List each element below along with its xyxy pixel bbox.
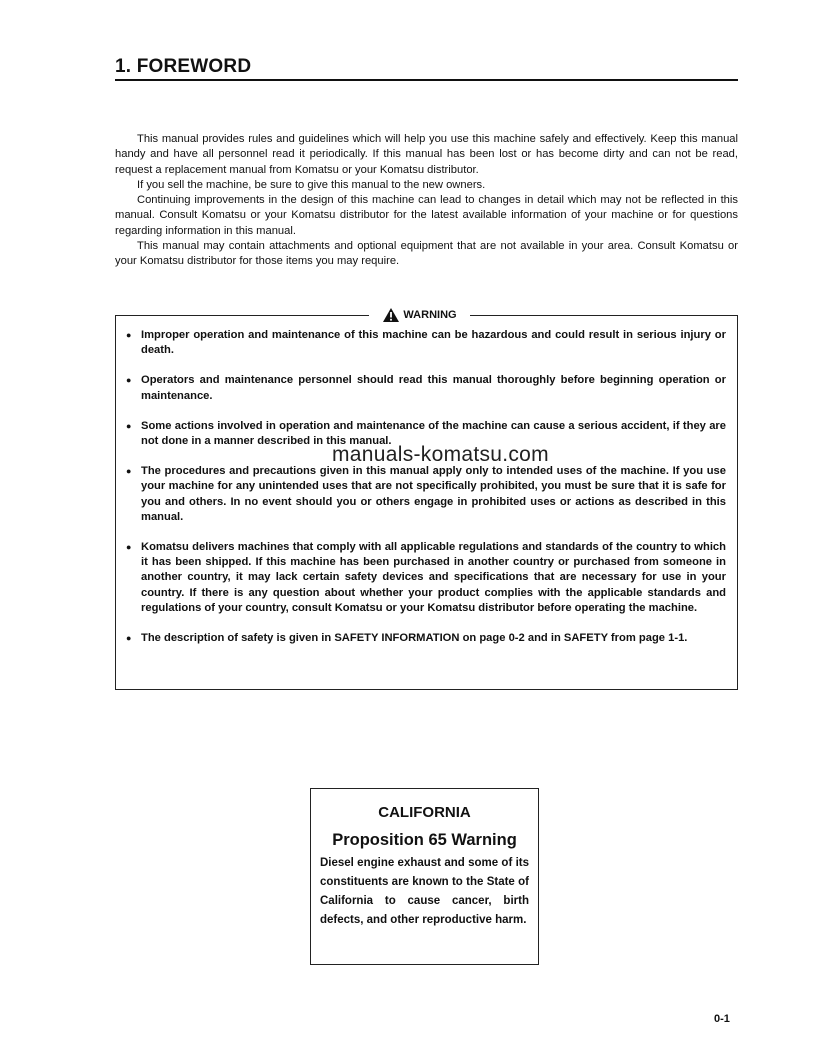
warning-item-text: Improper operation and maintenance of this machine can be hazardous and could result in serious injury or death.: [141, 329, 726, 357]
warning-item: [126, 464, 726, 525]
bullet-icon: ●: [126, 330, 132, 340]
warning-item: [126, 540, 726, 616]
bullet-icon: ●: [126, 466, 132, 477]
intro-paragraph: This manual may contain attachments and optional equipment that are not available in your area. Consult Komatsu or your Komatsu distributor for those items you may require.: [115, 240, 738, 268]
page-number: 0-1: [714, 1013, 730, 1025]
page-title: 1. FOREWORD: [115, 56, 738, 81]
warning-item-text: The description of safety is given in SAFETY INFORMATION on page 0-2 and in SAFETY from page 1-1.: [141, 632, 688, 645]
california-prop65-box: [310, 788, 539, 965]
bullet-icon: ●: [126, 633, 132, 644]
warning-item: [126, 631, 726, 646]
warning-item-text: Komatsu delivers machines that comply with all applicable regulations and standards of the country to which it has been shipped. If this machine has been purchased in another country or purchased from someone in another country, it may lack certain safety devices and specifications that are necessary for use in your country. If there is any question about whether your product complies with the applicable standards and regulations of your country, consult Komatsu or your Komatsu distributor before operating the machine.: [141, 541, 726, 614]
warning-label: WARNING: [403, 309, 457, 321]
bullet-icon: ●: [126, 420, 132, 431]
bullet-icon: ●: [126, 375, 132, 386]
foreword-intro: [115, 132, 738, 270]
warning-heading: [371, 307, 469, 323]
intro-paragraph: If you sell the machine, be sure to give this manual to the new owners.: [137, 178, 486, 191]
watermark-text: manuals-komatsu.com: [332, 443, 549, 466]
warning-triangle-icon: [383, 308, 399, 322]
warning-item: [126, 328, 726, 358]
warning-item: [126, 373, 726, 403]
warning-item-text: Some actions involved in operation and maintenance of the machine can cause a serious accident, if they are not done in a manner described in this manual.: [141, 419, 726, 448]
intro-paragraph: Continuing improvements in the design of this machine can lead to changes in detail which may not be reflected in this manual. Consult Komatsu or your Komatsu distributor for the latest available information of your machine or for questions regarding information in this manual.: [115, 194, 738, 237]
prop65-subtitle: Proposition 65 Warning: [332, 831, 517, 849]
warning-list: [126, 328, 726, 661]
prop65-text: Diesel engine exhaust and some of its constituents are known to the State of California to cause cancer, birth defects, and other reproductive harm.: [320, 857, 529, 926]
warning-item-text: The procedures and precautions given in this manual apply only to intended uses of the machine. If you use your machine for any unintended uses that are not specifically prohibited, you must be sure that it is safe for you and others. In no event should you or others engage in prohibited uses or actions as described in this manual.: [141, 465, 726, 523]
warning-item-text: Operators and maintenance personnel should read this manual thoroughly before beginning operation or maintenance.: [141, 374, 726, 402]
intro-paragraph: This manual provides rules and guidelines which will help you use this machine safely and effectively. Keep this manual handy and have all personnel read it periodically. If this manual has been lost or has become dirty and can not be read, request a replacement manual from Komatsu or your Komatsu distributor.: [115, 133, 738, 176]
bullet-icon: ●: [126, 542, 132, 553]
california-title: CALIFORNIA: [378, 804, 471, 821]
